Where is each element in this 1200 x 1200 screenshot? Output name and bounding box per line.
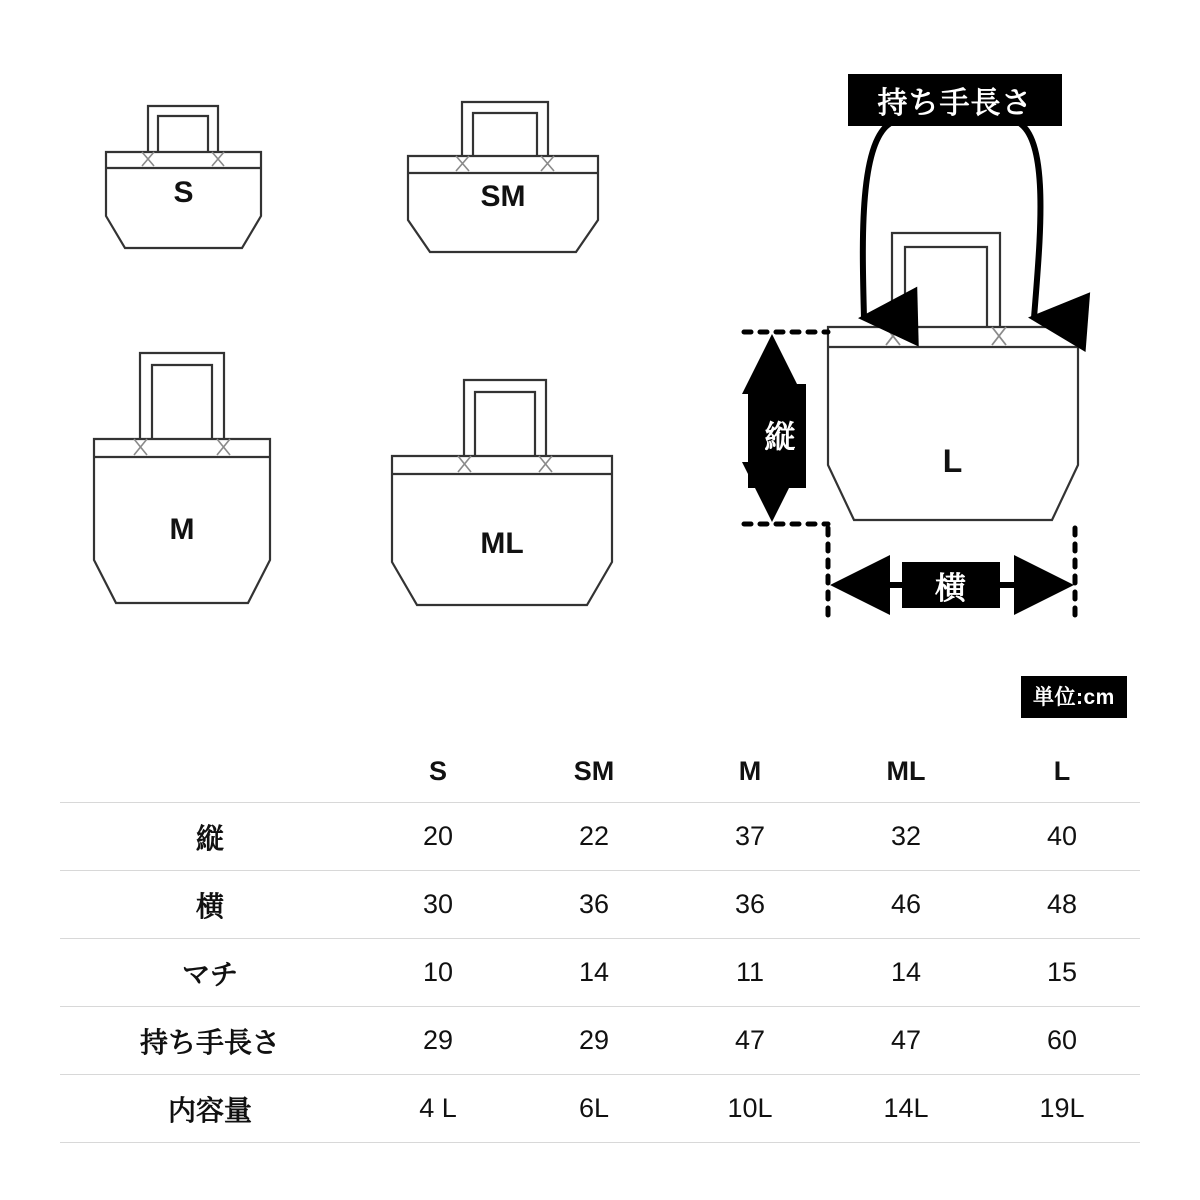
bag-figure-m <box>82 345 282 615</box>
table-body <box>60 803 1140 1143</box>
bag-figure-l <box>820 225 1085 530</box>
cell-capacity-l: 19L <box>1039 1093 1085 1123</box>
cell-gusset-ml: 14 <box>890 957 922 987</box>
col-header-m: M <box>738 755 762 786</box>
col-header-s: S <box>428 755 447 786</box>
cell-width-m: 36 <box>734 889 766 919</box>
table-row <box>60 803 1140 871</box>
row-header-width: 横 <box>195 890 224 922</box>
unit-note: 単位:cm <box>1021 676 1127 718</box>
bag-figure-sm <box>400 92 606 262</box>
cell-width-sm: 36 <box>578 889 610 919</box>
cell-height-ml: 32 <box>890 821 922 851</box>
cell-capacity-ml: 14L <box>883 1093 929 1123</box>
cell-height-sm: 22 <box>578 821 610 851</box>
table-header-row <box>60 740 1140 803</box>
table-row <box>60 1075 1140 1143</box>
cell-capacity-s: 4 L <box>419 1093 457 1123</box>
cell-width-l: 48 <box>1046 889 1078 919</box>
cell-handle-ml: 47 <box>890 1025 922 1055</box>
cell-width-s: 30 <box>422 889 454 919</box>
cell-gusset-s: 10 <box>422 957 454 987</box>
bag-label-s: S <box>173 176 194 209</box>
cell-handle-s: 29 <box>422 1025 454 1055</box>
cell-height-s: 20 <box>422 821 454 851</box>
col-header-ml: ML <box>886 755 926 786</box>
cell-gusset-sm: 14 <box>578 957 610 987</box>
row-header-handle-length: 持ち手長さ <box>139 1026 280 1058</box>
cell-capacity-sm: 6L <box>578 1093 610 1123</box>
bag-label-m: M <box>169 513 195 546</box>
row-header-capacity: 内容量 <box>167 1094 252 1126</box>
col-header-sm: SM <box>573 755 615 786</box>
bag-figure-s <box>96 96 271 256</box>
table-row <box>60 1007 1140 1075</box>
cell-width-ml: 46 <box>890 889 922 919</box>
cell-height-l: 40 <box>1046 821 1078 851</box>
cell-gusset-l: 15 <box>1046 957 1078 987</box>
callout-width: 横 <box>902 562 1000 608</box>
bag-label-sm: SM <box>480 180 526 213</box>
cell-handle-sm: 29 <box>578 1025 610 1055</box>
cell-height-m: 37 <box>734 821 766 851</box>
row-header-gusset: マチ <box>181 958 238 990</box>
bag-figure-ml <box>382 372 622 617</box>
corner-cell <box>60 740 360 803</box>
cell-handle-l: 60 <box>1046 1025 1078 1055</box>
bag-label-ml: ML <box>480 527 524 560</box>
col-header-l: L <box>1053 755 1071 786</box>
bag-label-l: L <box>942 443 963 479</box>
table-row <box>60 871 1140 939</box>
cell-handle-m: 47 <box>734 1025 766 1055</box>
row-header-height: 縦 <box>195 822 224 854</box>
cell-capacity-m: 10L <box>727 1093 773 1123</box>
table-row <box>60 939 1140 1007</box>
table-head <box>60 740 1140 803</box>
callout-handle-length: 持ち手長さ <box>848 74 1062 126</box>
cell-gusset-m: 11 <box>735 957 765 987</box>
size-table <box>60 740 1140 1143</box>
callout-height: 縦 <box>748 384 806 488</box>
